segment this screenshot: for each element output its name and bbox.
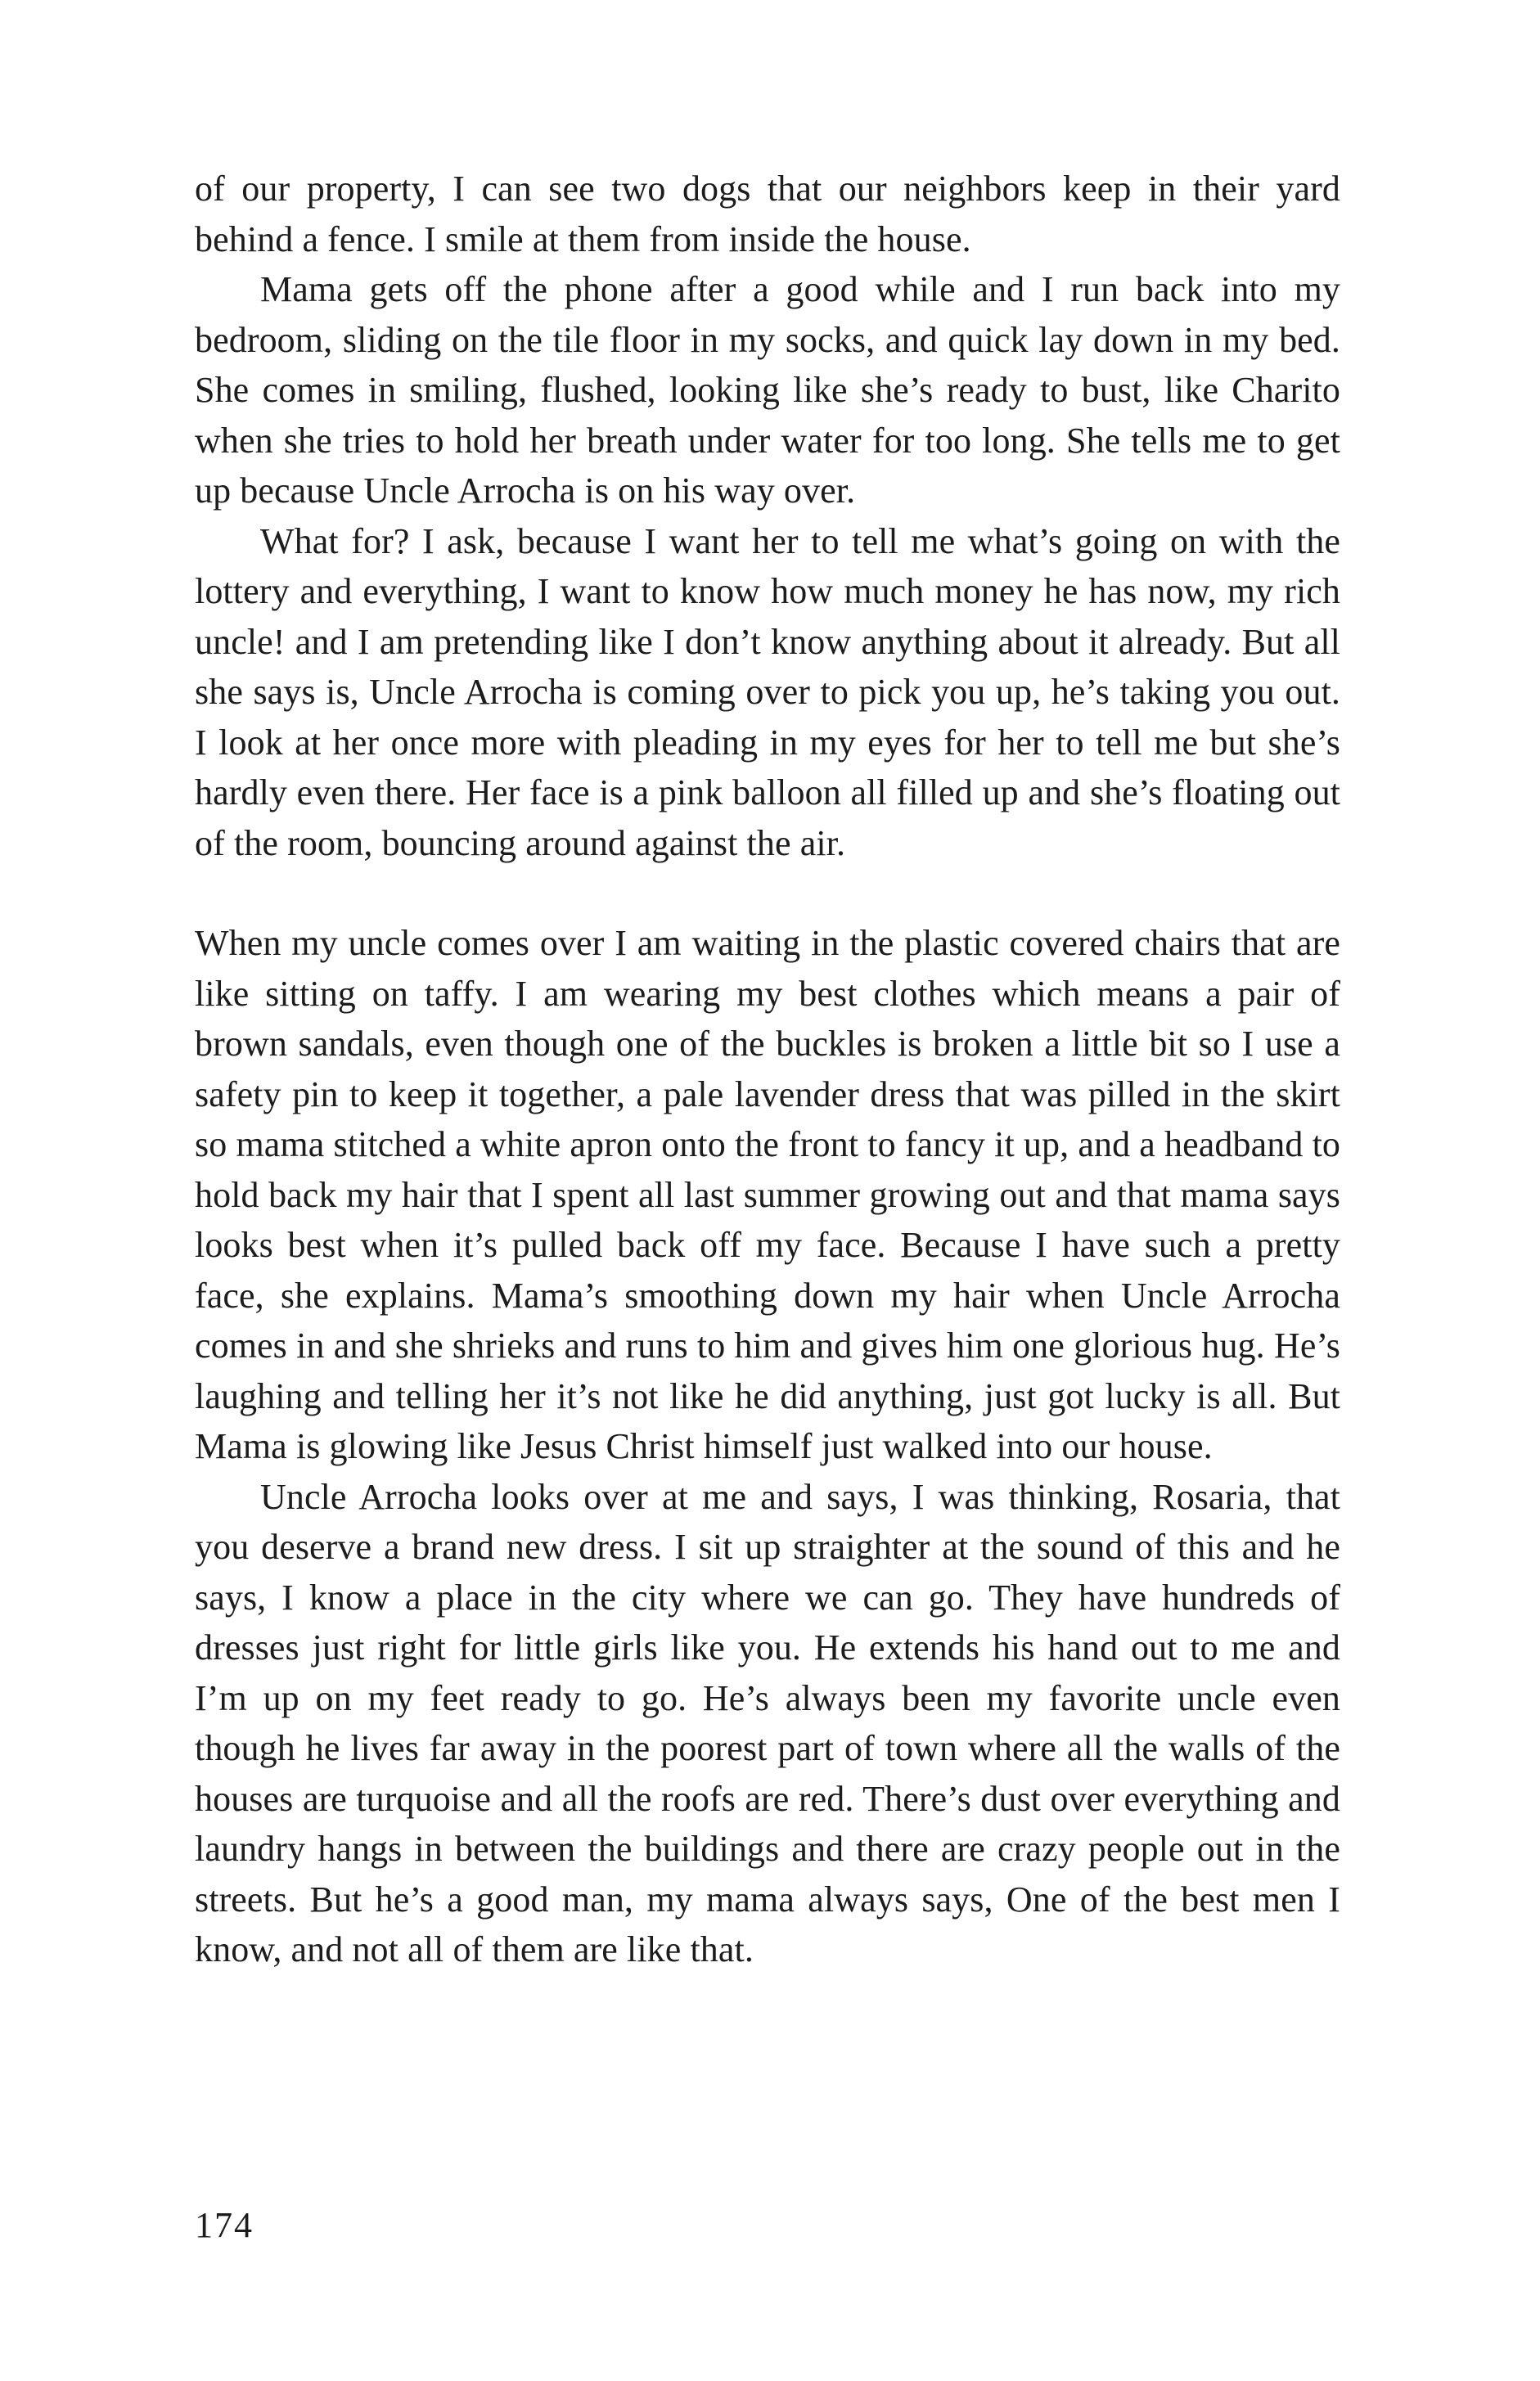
- paragraph-2: Mama gets off the phone after a good while and I run back into my bedroom, sliding on the tile floor in my socks, and quick lay down in my bed. She comes in smiling, flushed, looking like she’s ready to bust, like Charito when she tries to hold her breath under water for too long. She tells me to get up because Uncle Arrocha is on his way over.: [195, 269, 1340, 511]
- paragraph-5: Uncle Arrocha looks over at me and says, I was thinking, Rosaria, that you deserve a brand new dress. I sit up straighter at the sound of this and he says, I know a place in the city where we can go. They have hundreds of dresses just right for little girls like you. He extends his hand out to me and I’m up on my feet ready to go. He’s always been my favorite uncle even though he lives far away in the poorest part of town where all the walls of the houses are turquoise and all the roofs are red. There’s dust over everything and laundry hangs in between the buildings and there are crazy people out in the streets. But he’s a good man, my mama always says, One of the best men I know, and not all of them are like that.: [195, 1476, 1340, 1969]
- paragraph-1: of our property, I can see two dogs that our neighbors keep in their yard behind a fence. I smile at them from inside the house.: [195, 169, 1340, 259]
- paragraph-4: When my uncle comes over I am waiting in the plastic covered chairs that are like sitting on taffy. I am wearing my best clothes which means a pair of brown sandals, even though one of the buckles is broken a little bit so I use a safety pin to keep it together, a pale lavender dress that was pilled in the skirt so mama stitched a white apron onto the front to fancy it up, and a headband to hold back my hair that I spent all last summer growing out and that mama says looks best when it’s pulled back off my face. Because I have such a pretty face, she explains. Mama’s smoothing down my hair when Uncle Arrocha comes in and she shrieks and runs to him and gives him one glorious hug. He’s laughing and telling her it’s not like he did anything, just got lucky is all. But Mama is glowing like Jesus Christ himself just walked into our house.: [195, 923, 1340, 1466]
- body-text: [195, 164, 1340, 1975]
- page-number: 174: [195, 2205, 254, 2245]
- section-break: [195, 868, 1340, 918]
- paragraph-3: What for? I ask, because I want her to tell me what’s going on with the lottery and everything, I want to know how much money he has now, my rich uncle! and I am pretending like I don’t know anything about it already. But all she says is, Uncle Arrocha is coming over to pick you up, he’s taking you out. I look at her once more with pleading in my eyes for her to tell me but she’s hardly even there. Her face is a pink balloon all filled up and she’s floating out of the room, bouncing around against the air.: [195, 520, 1340, 863]
